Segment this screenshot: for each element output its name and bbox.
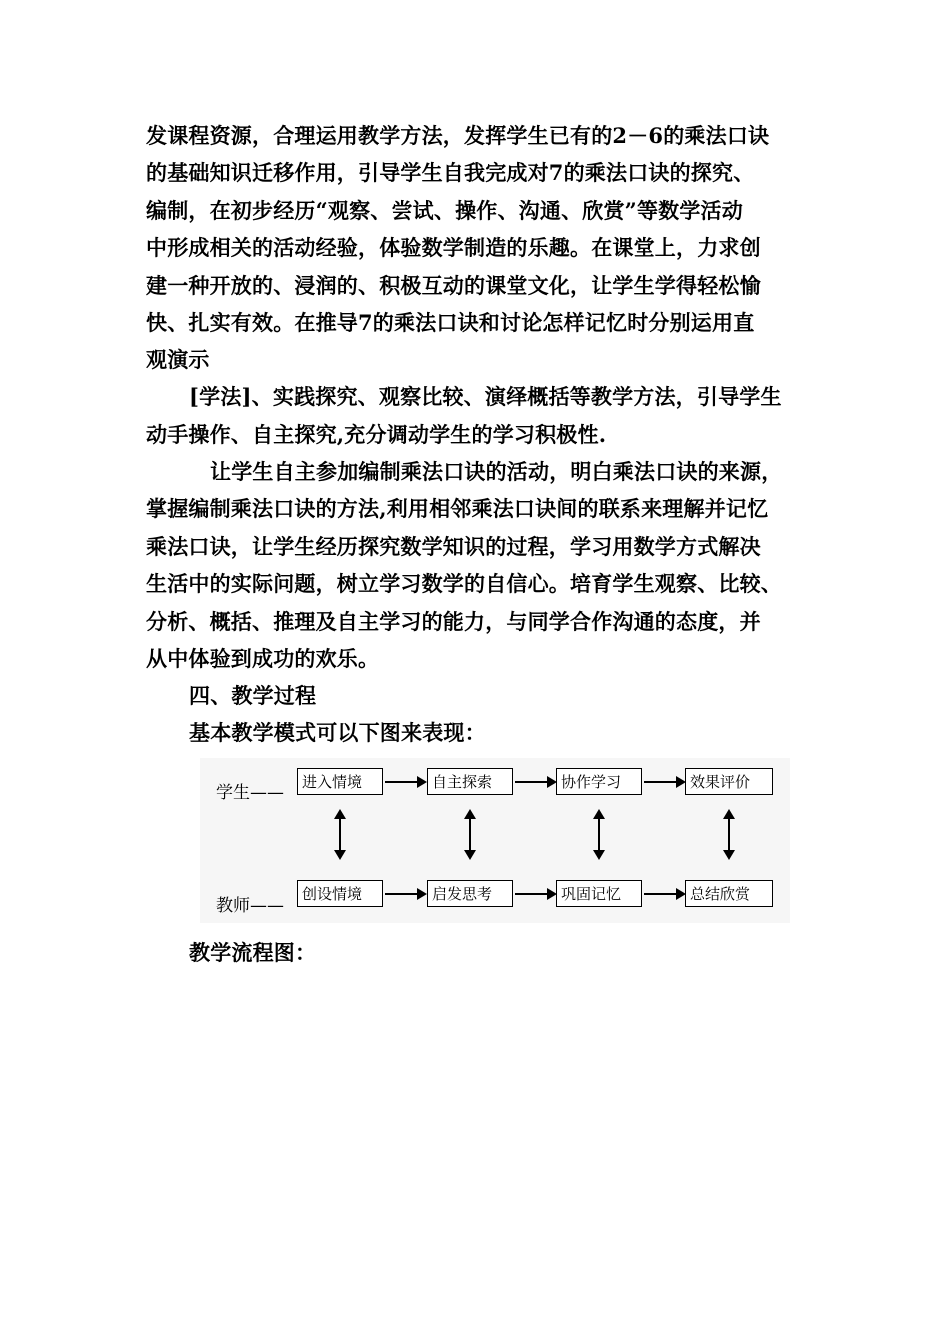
paragraph-1-line-1: 发课程资源，合理运用教学方法，发挥学生已有的2－6的乘法口诀 <box>146 123 770 148</box>
paragraph-1-line-2: 的基础知识迁移作用，引导学生自我完成对7的乘法口诀的探究、 <box>146 160 755 185</box>
paragraph-3-line-3: 乘法口诀，让学生经历探究数学知识的过程，学习用数学方式解决 <box>146 534 761 559</box>
paragraph-1-line-6: 快、扎实有效。在推导7的乘法口诀和讨论怎样记忆时分别运用直 <box>146 310 755 335</box>
teacher-step-1: 创设情境 <box>297 880 383 907</box>
teacher-step-3: 巩固记忆 <box>556 880 642 907</box>
student-arrow-2 <box>515 781 555 783</box>
link-arrow-1 <box>339 811 341 858</box>
student-label: 学生—— <box>216 783 284 803</box>
teaching-model-diagram <box>200 758 790 923</box>
diagram-intro: 基本教学模式可以下图来表现： <box>189 720 486 745</box>
link-arrow-2 <box>469 811 471 858</box>
paragraph-3-line-6: 从中体验到成功的欢乐。 <box>146 646 380 671</box>
paragraph-1-line-4: 中形成相关的活动经验，体验数学制造的乐趣。在课堂上，力求创 <box>146 235 761 260</box>
student-step-4: 效果评价 <box>685 768 773 795</box>
teacher-arrow-1 <box>385 893 425 895</box>
link-arrow-3 <box>598 811 600 858</box>
teacher-label: 教师—— <box>216 896 284 916</box>
link-arrow-4 <box>728 811 730 858</box>
paragraph-3-line-1: 让学生自主参加编制乘法口诀的活动，明白乘法口诀的来源， <box>210 459 783 484</box>
paragraph-3-line-4: 生活中的实际问题，树立学习数学的自信心。培育学生观察、比较、 <box>146 571 782 596</box>
teacher-step-4: 总结欣赏 <box>685 880 773 907</box>
teacher-step-2: 启发思考 <box>427 880 513 907</box>
paragraph-3-line-5: 分析、概括、推理及自主学习的能力，与同学合作沟通的态度，并 <box>146 609 761 634</box>
paragraph-1-line-5: 建一种开放的、浸润的、积极互动的课堂文化，让学生学得轻松愉 <box>146 273 761 298</box>
student-arrow-3 <box>644 781 684 783</box>
teacher-arrow-3 <box>644 893 684 895</box>
student-arrow-1 <box>385 781 425 783</box>
flowchart-label: 教学流程图： <box>189 940 317 965</box>
paragraph-2-line-1: [学法]、实践探究、观察比较、演绎概括等教学方法，引导学生 <box>189 384 782 409</box>
section-heading: 四、教学过程 <box>189 683 317 708</box>
student-step-3: 协作学习 <box>556 768 642 795</box>
teacher-arrow-2 <box>515 893 555 895</box>
paragraph-1-line-7: 观演示 <box>146 347 210 372</box>
student-step-2: 自主探索 <box>427 768 513 795</box>
paragraph-2-line-2: 动手操作、自主探究,充分调动学生的学习积极性. <box>146 422 607 447</box>
paragraph-3-line-2: 掌握编制乘法口诀的方法,利用相邻乘法口诀间的联系来理解并记忆 <box>146 496 769 521</box>
paragraph-1-line-3: 编制，在初步经历“观察、尝试、操作、沟通、欣赏”等数学活动 <box>146 198 743 223</box>
student-step-1: 进入情境 <box>297 768 383 795</box>
